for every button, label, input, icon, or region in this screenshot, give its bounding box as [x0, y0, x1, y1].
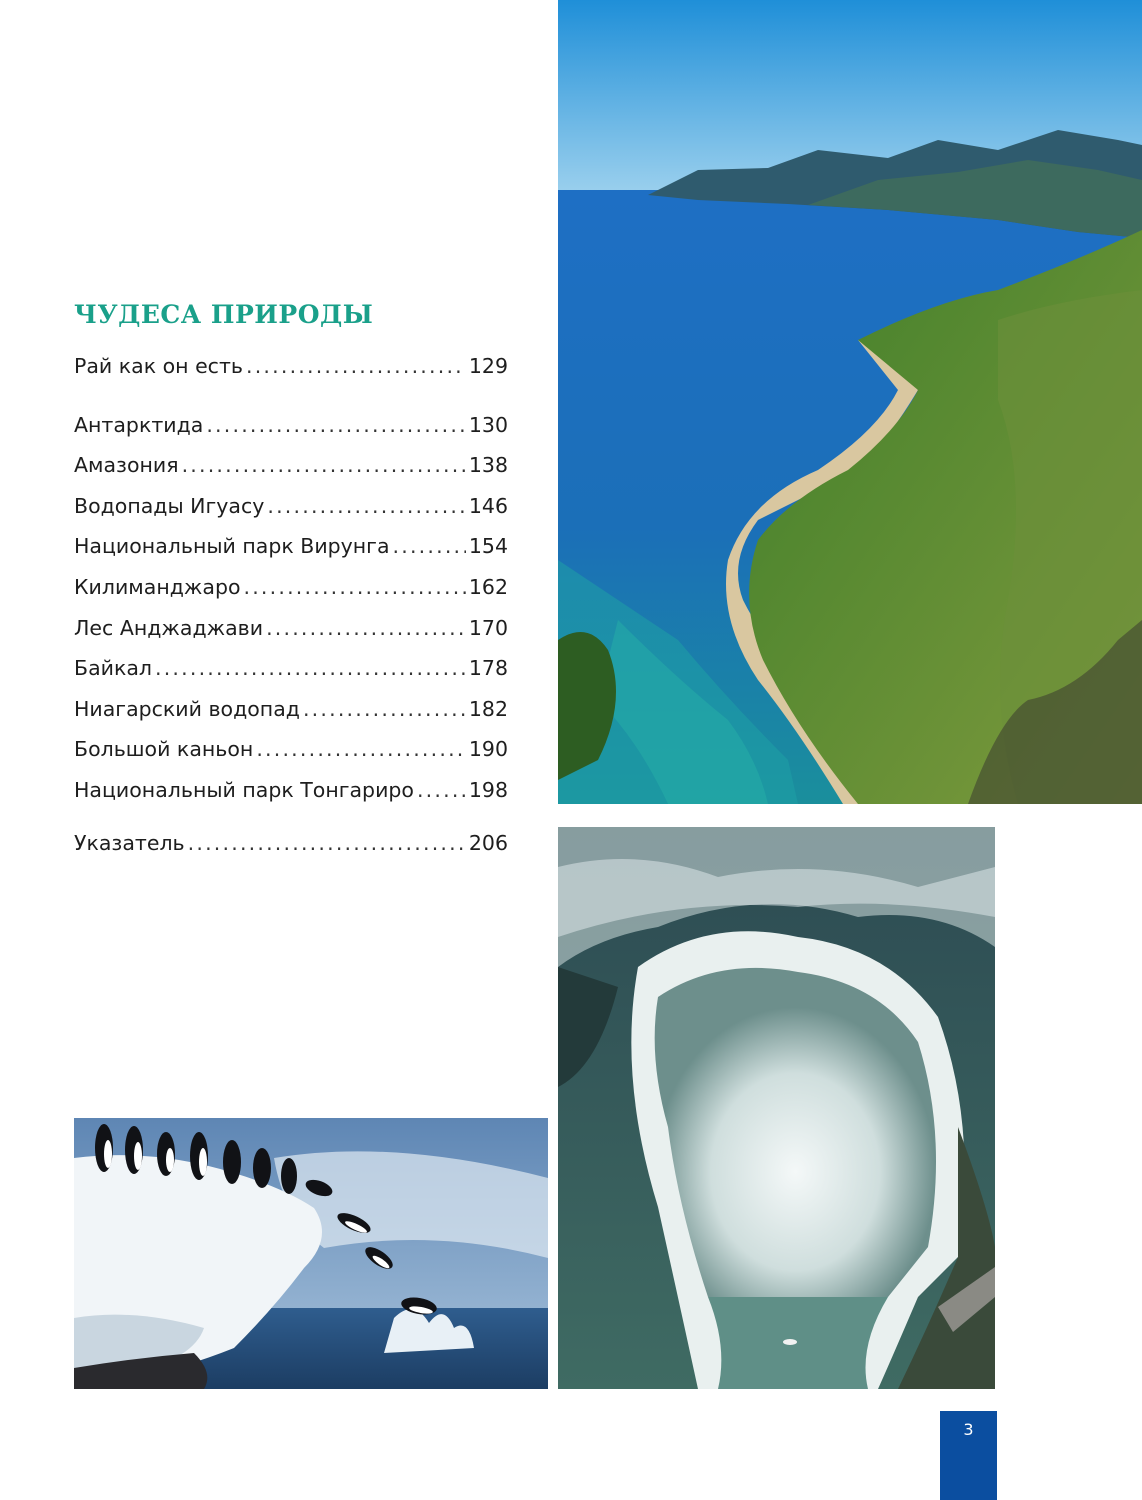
toc-leader-dots: [256, 729, 466, 769]
section-title: ЧУДЕСА ПРИРОДЫ: [74, 300, 374, 329]
toc-leader-dots: [155, 648, 466, 688]
toc-entry-label: Амазония: [74, 453, 179, 478]
toc-entry-label: Ниагарский водопад: [74, 696, 300, 721]
toc-leader-dots: [244, 567, 466, 607]
toc-entry-index[interactable]: [74, 823, 508, 864]
lake-baikal-photo: [558, 0, 1142, 804]
toc-entry-page: 182: [468, 696, 508, 721]
toc-entry[interactable]: [74, 608, 508, 649]
toc-entry-page: 154: [468, 534, 508, 559]
toc-entry-label: Антарктида: [74, 412, 204, 437]
toc-leader-dots: [417, 770, 466, 810]
toc-entry-page: 206: [468, 830, 508, 855]
toc-entry[interactable]: [74, 486, 508, 527]
toc-entry-page: 178: [468, 656, 508, 681]
toc-entry-page: 198: [468, 777, 508, 802]
toc-entry[interactable]: [74, 648, 508, 689]
toc-entry[interactable]: [74, 567, 508, 608]
toc-entry-page: 190: [468, 737, 508, 762]
toc-entry-label: Большой каньон: [74, 737, 254, 762]
toc-entry[interactable]: [74, 526, 508, 567]
toc-entry-page: 129: [468, 354, 508, 378]
toc-entry[interactable]: [74, 405, 508, 446]
toc-entry[interactable]: [74, 729, 508, 770]
toc-leader-dots: [266, 608, 466, 648]
toc-leader-dots: [267, 486, 465, 526]
toc-entry-intro[interactable]: [74, 346, 508, 387]
toc-entry-page: 130: [468, 412, 508, 437]
toc-entry-page: 162: [468, 574, 508, 599]
toc-entry-page: 170: [468, 615, 508, 640]
toc-leader-dots: [182, 445, 466, 485]
toc-leader-dots: [188, 823, 466, 863]
toc-entry-label: Указатель: [74, 830, 185, 855]
toc-entry[interactable]: [74, 770, 508, 811]
toc-entry-label: Национальный парк Тонгариро: [74, 777, 414, 802]
toc-entry-label: Лес Анджаджави: [74, 615, 264, 640]
penguins-photo: [74, 1118, 548, 1389]
toc-entry-label: Килиманджаро: [74, 574, 241, 599]
toc-entry[interactable]: [74, 689, 508, 730]
toc-entry-label: Национальный парк Вирунга: [74, 534, 390, 559]
toc-entry-page: 138: [468, 453, 508, 478]
table-of-contents: [74, 298, 508, 863]
niagara-falls-photo: [558, 827, 995, 1389]
toc-entry-label: Рай как он есть: [74, 354, 243, 378]
toc-entry-label: Водопады Игуасу: [74, 493, 265, 518]
page-number: 3: [963, 1420, 974, 1439]
toc-entry[interactable]: [74, 445, 508, 486]
toc-entry-label: Байкал: [74, 656, 152, 681]
toc-leader-dots: [206, 405, 466, 445]
page-number-badge: [940, 1411, 997, 1500]
toc-leader-dots: [246, 346, 466, 386]
toc-leader-dots: [393, 526, 466, 566]
toc-entry-page: 146: [468, 493, 508, 518]
toc-leader-dots: [303, 689, 466, 729]
